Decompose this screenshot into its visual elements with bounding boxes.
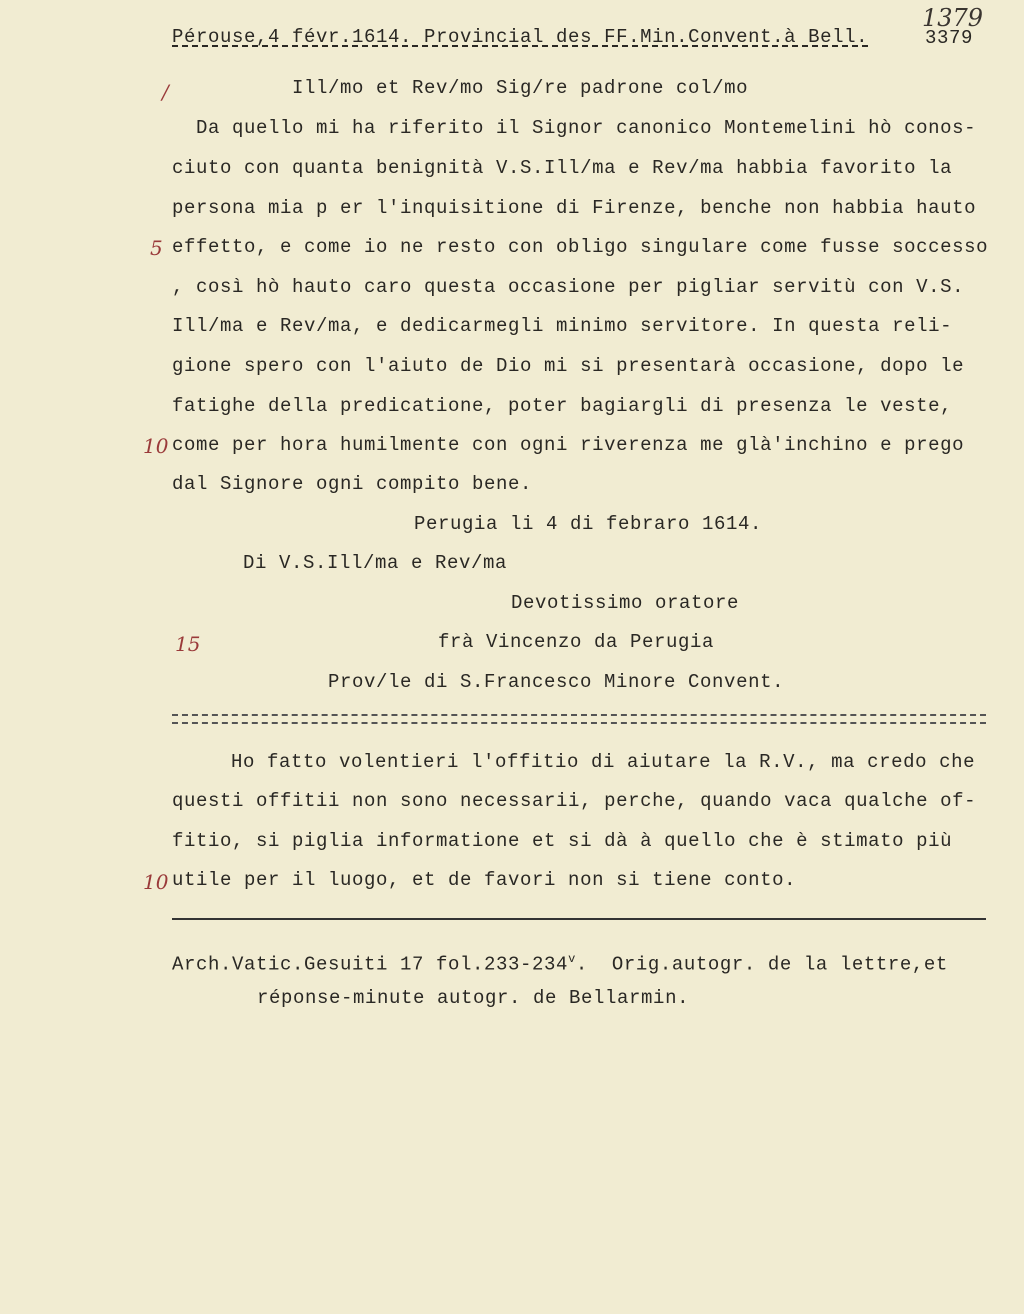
margin-mark-10-reply: 10 xyxy=(143,870,169,894)
reply-line-2: questi offitii non sono necessarii, perche, quando vaca qualche of- xyxy=(172,790,977,812)
letter-closing: Di V.S.Ill/ma e Rev/ma xyxy=(243,552,508,574)
margin-mark-slash: / xyxy=(162,80,169,104)
signature-line-3: Prov/le di S.Francesco Minore Convent. xyxy=(328,671,785,693)
source-archive: Arch.Vatic.Gesuiti 17 fol.233-234 xyxy=(172,953,569,976)
salutation: Ill/mo et Rev/mo Sig/re padrone col/mo xyxy=(292,77,749,99)
signature-line-2: frà Vincenzo da Perugia xyxy=(438,631,715,653)
source-description: . Orig.autogr. de la lettre,et xyxy=(575,953,948,976)
letter-line-9: come per hora humilmente con ogni riverenza me glà'inchino e prego xyxy=(172,434,965,456)
margin-mark-15: 15 xyxy=(175,632,201,656)
source-line-1 xyxy=(172,947,948,976)
letter-line-1: Da quello mi ha riferito il Signor canonico Montemelini hò conos- xyxy=(196,117,977,139)
letter-line-2: ciuto con quanta benignità V.S.Ill/ma e Rev/ma habbia favorito la xyxy=(172,157,953,179)
reply-line-1: Ho fatto volentieri l'offitio di aiutare la R.V., ma credo che xyxy=(231,751,976,773)
letter-line-7: gione spero con l'aiuto de Dio mi si presentarà occasione, dopo le xyxy=(172,355,965,377)
margin-mark-10: 10 xyxy=(143,434,169,458)
letter-line-8: fatighe della predicatione, poter bagiargli di presenza le veste, xyxy=(172,395,953,417)
letter-line-10: dal Signore ogni compito bene. xyxy=(172,473,533,495)
margin-mark-5: 5 xyxy=(150,236,163,260)
double-divider xyxy=(172,714,986,724)
document-header: Pérouse,4 févr.1614. Provincial des FF.Min.Convent.à Bell. xyxy=(172,26,869,48)
reply-line-4: utile per il luogo, et de favori non si tiene conto. xyxy=(172,869,797,891)
letter-line-6: Ill/ma e Rev/ma, e dedicarmegli minimo servitore. In questa reli- xyxy=(172,315,953,337)
letter-line-3: persona mia p er l'inquisitione di Firenze, benche non habbia hauto xyxy=(172,197,977,219)
source-verso-mark: v xyxy=(568,952,576,966)
letter-line-4: effetto, e come io ne resto con obligo singulare come fusse soccesso xyxy=(172,236,989,258)
source-divider xyxy=(172,918,986,920)
reply-line-3: fitio, si piglia informatione et si dà à quello che è stimato più xyxy=(172,830,953,852)
letter-line-5: , così hò hauto caro questa occasione per pigliar servitù con V.S. xyxy=(172,276,965,298)
letter-date: Perugia li 4 di febraro 1614. xyxy=(414,513,763,535)
source-line-2: réponse-minute autogr. de Bellarmin. xyxy=(257,987,690,1009)
page-number-handwritten: 1379 xyxy=(922,4,984,32)
signature-line-1: Devotissimo oratore xyxy=(511,592,740,614)
page-number-printed: 3379 xyxy=(925,27,974,49)
